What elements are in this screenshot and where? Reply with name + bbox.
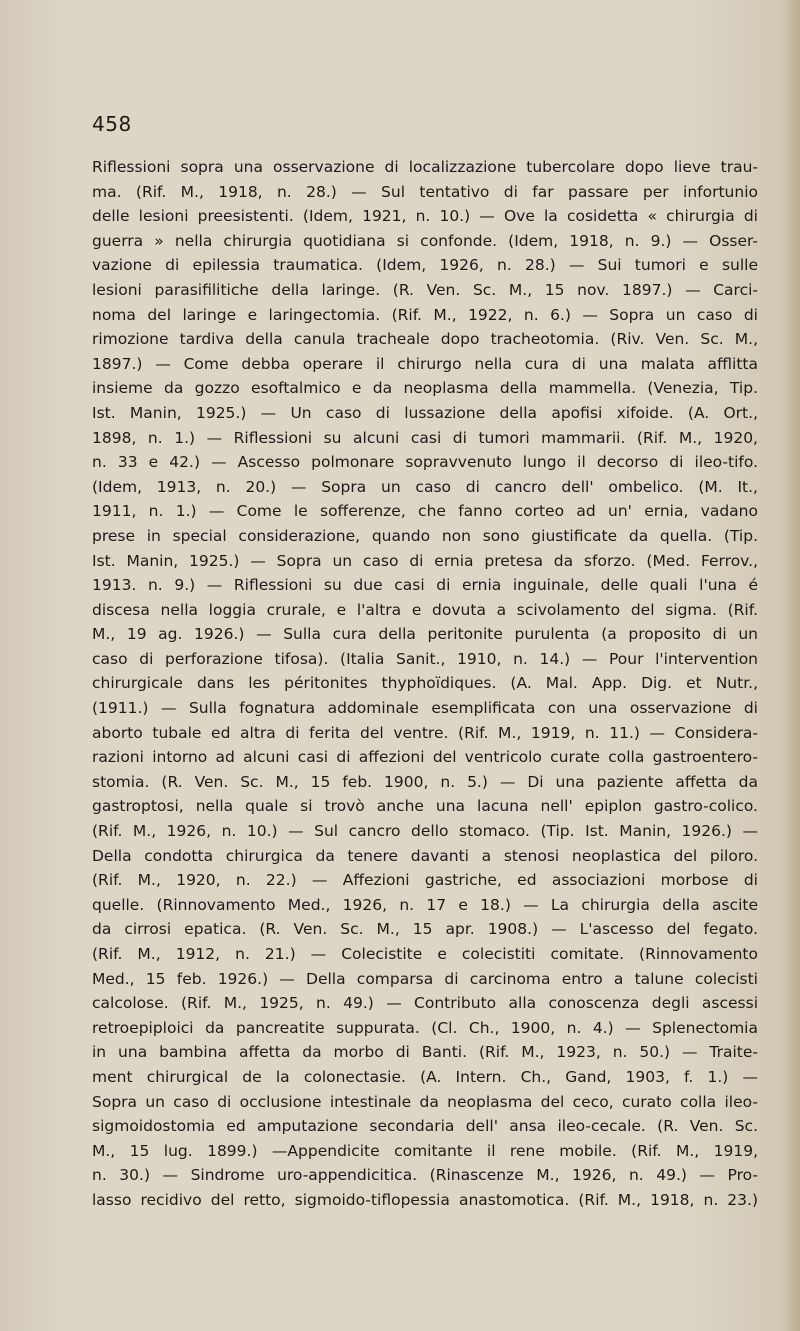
text-line: retroepiploici da pancreatite suppurata. (Cl. Ch., 1900, n. 4.) — Splenectomia — [92, 1018, 758, 1037]
text-line: Della condotta chirurgica da tenere davanti a stenosi neoplastica del piloro. — [92, 846, 758, 865]
text-line: Riflessioni sopra una osservazione di localizzazione tubercolare dopo lieve trau- — [92, 158, 758, 176]
text-line: Ist. Manin, 1925.) — Un caso di lussazione della apofisi xifoide. (A. Ort., — [92, 403, 758, 422]
text-line: sigmoidostomia ed amputazione secondaria dell' ansa ileo-cecale. (R. Ven. Sc. — [92, 1117, 758, 1136]
text-line: aborto tubale ed altra di ferita del ventre. (Rif. M., 1919, n. 11.) — Considera- — [92, 723, 758, 742]
text-line: Sopra un caso di occlusione intestinale da neoplasma del ceco, curato colla ileo- — [92, 1092, 758, 1111]
text-line: rimozione tardiva della canula tracheale dopo tracheotomia. (Riv. Ven. Sc. M., — [92, 330, 758, 349]
text-line: in una bambina affetta da morbo di Banti. (Rif. M., 1923, n. 50.) — Traite- — [92, 1043, 758, 1062]
text-line: guerra » nella chirurgia quotidiana si confonde. (Idem, 1918, n. 9.) — Osser- — [92, 231, 758, 250]
text-line: noma del laringe e laringectomia. (Rif. M., 1922, n. 6.) — Sopra un caso di — [92, 305, 758, 324]
text-line: chirurgicale dans les péritonites thyphoïdiques. (A. Mal. App. Dig. et Nutr., — [92, 674, 758, 693]
text-line: (Idem, 1913, n. 20.) — Sopra un caso di cancro dell' ombelico. (M. It., — [92, 477, 758, 496]
text-line: discesa nella loggia crurale, e l'altra e dovuta a scivolamento del sigma. (Rif. — [92, 600, 758, 619]
text-line: n. 30.) — Sindrome uro-appendicitica. (Rinascenze M., 1926, n. 49.) — Pro- — [92, 1166, 758, 1185]
text-line: Ist. Manin, 1925.) — Sopra un caso di ernia pretesa da sforzo. (Med. Ferrov., — [92, 551, 758, 570]
text-line: 1897.) — Come debba operare il chirurgo nella cura di una malata afflitta — [92, 354, 758, 373]
text-line: (Rif. M., 1926, n. 10.) — Sul cancro dello stomaco. (Tip. Ist. Manin, 1926.) — — [92, 822, 758, 841]
text-line: (Rif. M., 1912, n. 21.) — Colecistite e colecistiti comitate. (Rinnovamento — [92, 945, 758, 963]
text-line: n. 33 e 42.) — Ascesso polmonare sopravvenuto lungo il decorso di ileo-tifo. — [92, 453, 758, 472]
text-line: caso di perforazione tifosa). (Italia Sanit., 1910, n. 14.) — Pour l'intervention — [92, 649, 758, 668]
text-line: ma. (Rif. M., 1918, n. 28.) — Sul tentativo di far passare per infortunio — [92, 182, 758, 201]
text-line: 1911, n. 1.) — Come le sofferenze, che fanno corteo ad un' ernia, vadano — [92, 502, 758, 521]
text-line: stomia. (R. Ven. Sc. M., 15 feb. 1900, n. 5.) — Di una paziente affetta da — [92, 772, 758, 791]
text-line: lesioni parasifilitiche della laringe. (R. Ven. Sc. M., 15 nov. 1897.) — Carci- — [92, 280, 758, 299]
text-line: gastroptosi, nella quale si trovò anche una lacuna nell' epiplon gastro-colico. — [92, 797, 758, 816]
text-line: Med., 15 feb. 1926.) — Della comparsa di carcinoma entro a talune colecisti — [92, 969, 758, 988]
text-line: da cirrosi epatica. (R. Ven. Sc. M., 15 apr. 1908.) — L'ascesso del fegato. — [92, 920, 758, 939]
text-line: M., 19 ag. 1926.) — Sulla cura della peritonite purulenta (a proposito di un — [92, 625, 758, 644]
text-line: razioni intorno ad alcuni casi di affezioni del ventricolo curate colla gastroentero- — [92, 748, 758, 767]
text-line: prese in special considerazione, quando non sono giustificate da quella. (Tip. — [92, 526, 758, 545]
text-line: M., 15 lug. 1899.) —Appendicite comitante il rene mobile. (Rif. M., 1919, — [92, 1141, 758, 1160]
page-number: 458 — [92, 112, 132, 136]
text-line: vazione di epilessia traumatica. (Idem, 1926, n. 28.) — Sui tumori e sulle — [92, 256, 758, 275]
text-line: lasso recidivo del retto, sigmoido-tiflopessia anastomotica. (Rif. M., 1918, n. 23.) — [92, 1190, 758, 1209]
text-line: calcolose. (Rif. M., 1925, n. 49.) — Contributo alla conoscenza degli ascessi — [92, 994, 758, 1013]
text-line: delle lesioni preesistenti. (Idem, 1921, n. 10.) — Ove la cosidetta « chirurgia di — [92, 207, 758, 226]
text-line: insieme da gozzo esoftalmico e da neoplasma della mammella. (Venezia, Tip. — [92, 379, 758, 398]
text-line: (1911.) — Sulla fognatura addominale esemplificata con una osservazione di — [92, 699, 758, 718]
text-line: ment chirurgical de la colonectasie. (A. Intern. Ch., Gand, 1903, f. 1.) — — [92, 1067, 758, 1086]
text-line: 1913. n. 9.) — Riflessioni su due casi di ernia inguinale, delle quali l'una é — [92, 576, 758, 595]
text-line: (Rif. M., 1920, n. 22.) — Affezioni gastriche, ed associazioni morbose di — [92, 871, 758, 890]
text-line: 1898, n. 1.) — Riflessioni su alcuni casi di tumori mammarii. (Rif. M., 1920, — [92, 428, 758, 447]
bibliography-text — [92, 155, 758, 1213]
text-line: quelle. (Rinnovamento Med., 1926, n. 17 e 18.) — La chirurgia della ascite — [92, 895, 758, 914]
page-edge-shadow — [782, 0, 800, 1331]
